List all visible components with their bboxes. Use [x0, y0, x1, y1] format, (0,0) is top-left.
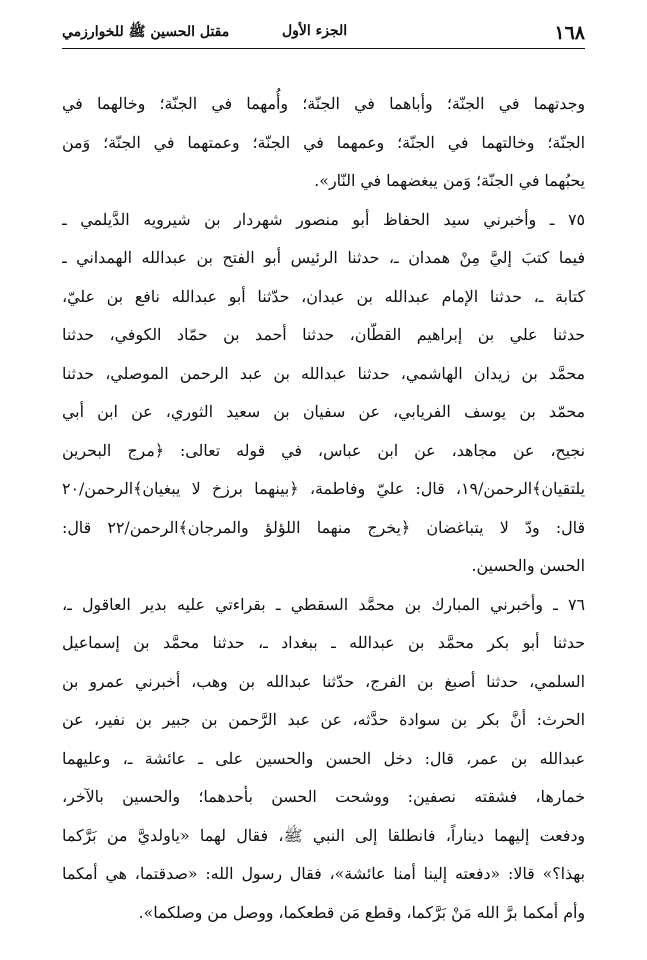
text-line: الجنّة؛ وخالتهما في الجنّة؛ وعمهما في الجنّة؛ وعمتهما في الجنّة؛ وَمن [62, 132, 585, 152]
text-line: فيما كتبَ إليَّ مِنْ همدان ـ، حدثنا الرئيس أبو الفتح بن عبدالله الهمداني ـ [62, 248, 585, 267]
page-header [62, 20, 585, 49]
text-line: يلتقيان﴾الرحمن/١٩، قال: عليّ وفاطمة، ﴿بينهما برزخ لا يبغيان﴾الرحمن/٢٠ [62, 479, 585, 498]
text-line: محمّد بن يوسف الفريابي، عن سفيان بن سعيد الثوري، عن ابن أبي [62, 402, 585, 421]
text-line: بهذا؟» قالا: «دفعته إلينا أمنا عائشة»، فقال رسول الله: «صدقتما، هي أمكما [62, 864, 585, 883]
text-line: خمارها، فشقته نصفين: ووشحت الحسن بأحدهما؛ والحسين بالآخر، [62, 787, 585, 806]
text-line: حدثنا أبو بكر محمَّد بن عبدالله ـ ببغداد ـ، حدثنا محمَّد بن إسماعيل [62, 633, 585, 652]
text-line: كتابة ـ، حدثنا الإمام عبدالله بن عبدان، حدّثنا أبو عبدالله نافع بن عليّ، [62, 286, 585, 306]
text-line: الحرث: أنَّ بكر بن سوادة حدَّثه، عن عبد الرَّحمن بن جبير بن نفير، عن [62, 710, 585, 729]
text-line: حدثنا علي بن إبراهيم القطّان، حدثنا أحمد بن حمّاد الكوفي، حدثنا [62, 325, 585, 344]
text-line: قال: ودّ لا يتباغضان ﴿يخرج منهما اللؤلؤ والمرجان﴾الرحمن/٢٢ قال: [62, 517, 585, 537]
text-line: الحسن والحسين. [471, 556, 585, 575]
text-line: ودفعت إليهما ديناراً، فانطلقا إلى النبي ﷺ، فقال لهما «ياولديَّ من بَرَّكما [62, 825, 585, 845]
volume-label: الجزء الأول [282, 23, 348, 39]
text-line: يحبُهما في الجنّة؛ وَمن يبغضهما في النّار». [314, 171, 585, 190]
book-title: مقتل الحسين ﷺ للخوارزمي [62, 24, 230, 40]
text-line: وأم أمكما برَّ الله مَنْ بَرَّكما، وقطع مَن قطعكما، ووصل من وصلكما». [138, 902, 585, 922]
text-line: ٧٦ ـ وأخبرني المبارك بن محمَّد السقطي ـ بقراءتي عليه بدير العاقول ـ، [62, 594, 585, 614]
text-line: وجدتهما في الجنّة؛ وأباهما في الجنّة؛ وأُمهما في الجنّة؛ وخالهما في [62, 94, 585, 113]
text-line: عبدالله بن عمر، قال: دخل الحسن والحسين على ـ عائشة ـ، وعليهما [62, 748, 585, 768]
text-line: نجيح، عن مجاهد، عن ابن عباس، في قوله تعالى: ﴿مرج البحرين [62, 440, 585, 460]
text-line: محمَّد بن زيدان الهاشمي، حدثنا عبدالله بن عبد الرحمن الموصلي، حدثنا [62, 363, 585, 383]
text-line: ٧٥ ـ وأخبرني سيد الحفاظ أبو منصور شهردار بن شيرويه الدَّيلمي ـ [62, 209, 585, 229]
text-line: السلمي، حدثنا أصبغ بن الفرج، حدّثنا عبدالله بن وهب، أخبرني عمرو بن [62, 671, 585, 691]
page-number: ١٦٨ [554, 22, 585, 44]
page-body [62, 85, 585, 932]
